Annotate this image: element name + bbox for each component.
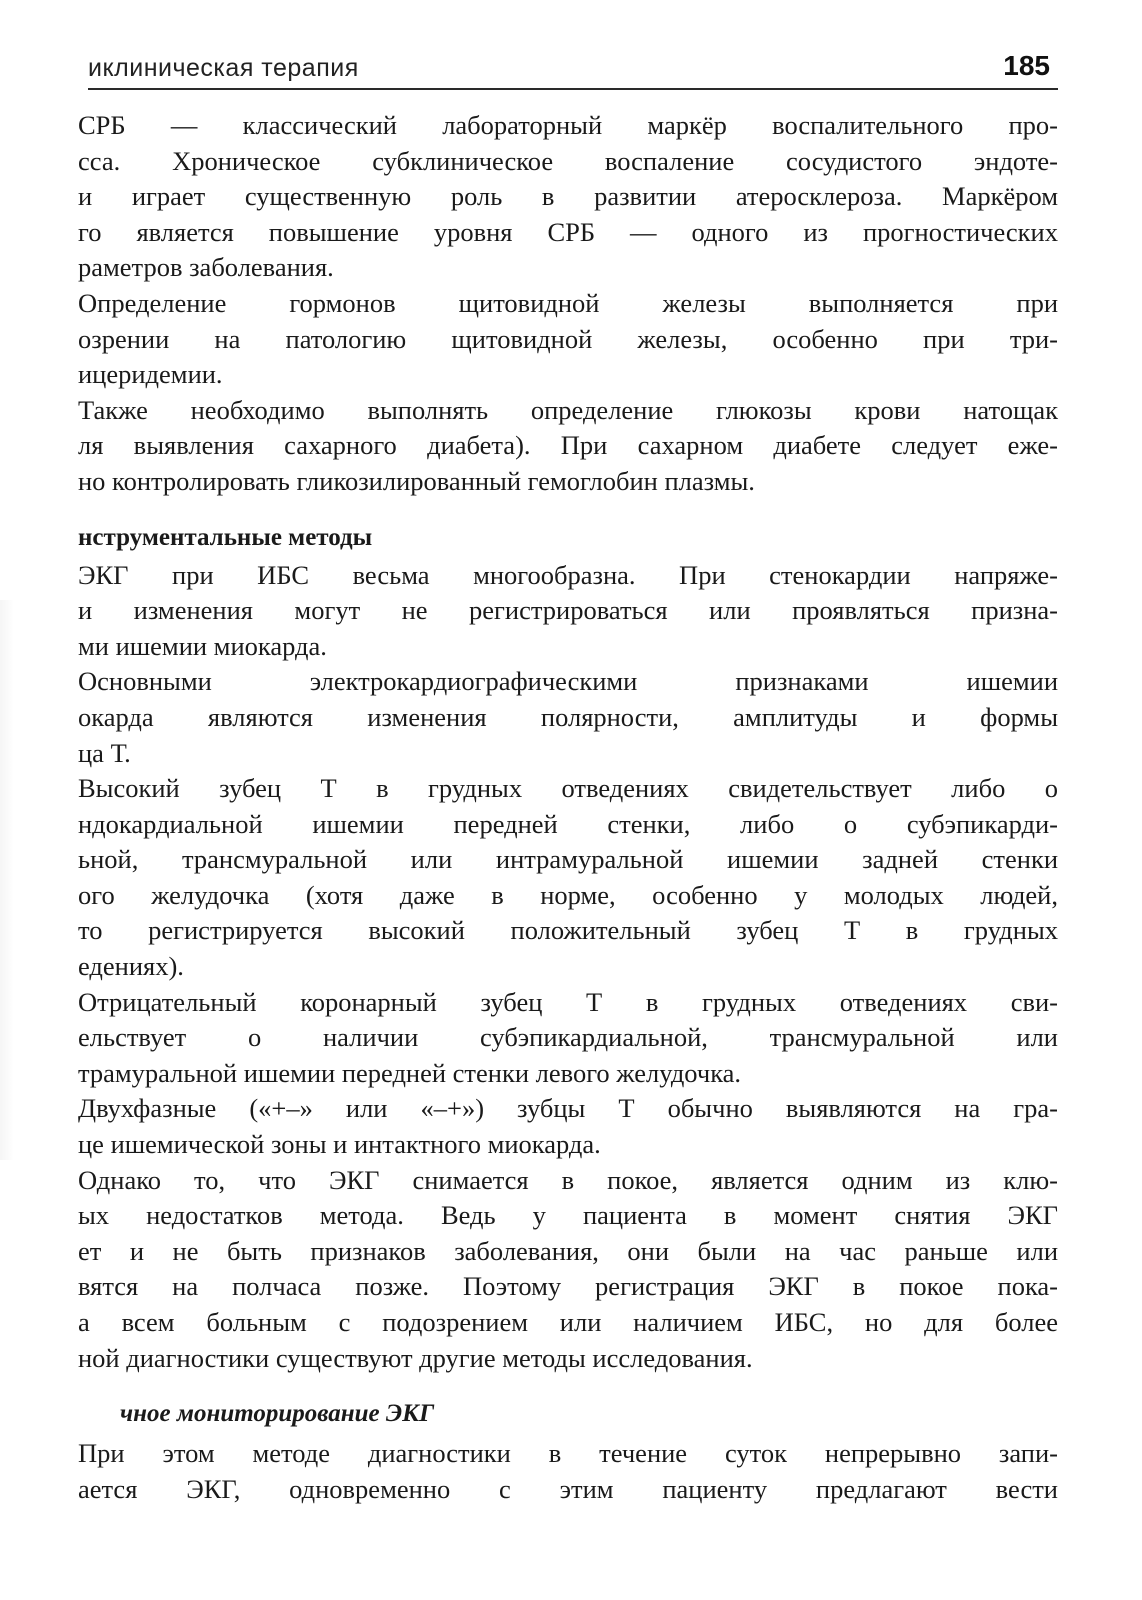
text-line: сса. Хроническое субклиническое воспаление сосудистого эндоте- <box>78 145 1058 176</box>
running-header <box>88 48 1058 90</box>
text-line: Определение гормонов щитовидной железы выполняется при <box>78 287 1058 318</box>
page-edge-shadow <box>0 600 14 1160</box>
section-heading: нструментальные методы <box>78 523 373 551</box>
paragraph <box>78 108 1058 286</box>
text-line: то регистрируется высокий положительный зубец Т в грудных <box>78 915 1058 946</box>
text-line: ля выявления сахарного диабета). При сахарном диабете следует еже- <box>78 430 1058 461</box>
text-line: Однако то, что ЭКГ снимается в покое, является одним из клю- <box>78 1164 1058 1195</box>
text-line: Отрицательный коронарный зубец Т в грудных отведениях сви- <box>78 986 1058 1017</box>
text-line: ной диагностики существуют другие методы исследования. <box>78 1342 753 1373</box>
text-line: При этом методе диагностики в течение суток непрерывно запи- <box>78 1438 1058 1469</box>
text-line: ЭКГ при ИБС весьма многообразна. При стенокардии напряже- <box>78 559 1058 590</box>
text-line: го является повышение уровня СРБ — одного из прогностических <box>78 216 1058 247</box>
text-line: Также необходимо выполнять определение глюкозы крови натощак <box>78 394 1058 425</box>
text-line: Двухфазные («+–» или «–+») зубцы Т обычно выявляются на гра- <box>78 1093 1058 1124</box>
text-line: окарда являются изменения полярности, амплитуды и формы <box>78 701 1058 732</box>
paragraph <box>78 393 1058 500</box>
text-line: вятся на полчаса позже. Поэтому регистрация ЭКГ в покое пока- <box>78 1271 1058 1302</box>
paragraph-group-lab <box>78 108 1058 500</box>
text-line: ьной, трансмуральной или интрамуральной ишемии задней стенки <box>78 844 1058 875</box>
text-line: озрении на патологию щитовидной железы, особенно при три- <box>78 323 1058 354</box>
paragraph-group-monitoring <box>78 1436 1058 1507</box>
page-number: 185 <box>1003 50 1050 81</box>
text-line: и играет существенную роль в развитии атеросклероза. Маркёром <box>78 181 1058 212</box>
text-line: ого желудочка (хотя даже в норме, особенно у молодых людей, <box>78 879 1058 910</box>
text-line: ых недостатков метода. Ведь у пациента в момент снятия ЭКГ <box>78 1200 1058 1231</box>
paragraph-group-instrumental <box>78 558 1058 1377</box>
text-line: раметров заболевания. <box>78 252 334 283</box>
text-line: ицеридемии. <box>78 359 223 390</box>
text-line: Основными электрокардиографическими признаками ишемии <box>78 666 1058 697</box>
text-line: ается ЭКГ, одновременно с этим пациенту предлагают вести <box>78 1473 1058 1504</box>
text-line: трамуральной ишемии передней стенки левого желудочка. <box>78 1057 742 1088</box>
text-line: ельствует о наличии субэпикардиальной, трансмуральной или <box>78 1022 1058 1053</box>
text-line: ндокардиальной ишемии передней стенки, либо о субэпикарди- <box>78 808 1058 839</box>
paragraph <box>78 1436 1058 1507</box>
paragraph <box>78 771 1058 985</box>
paragraph <box>78 1163 1058 1377</box>
text-line: ет и не быть признаков заболевания, они были на час раньше или <box>78 1235 1058 1266</box>
text-line: а всем больным с подозрением или наличием ИБС, но для более <box>78 1307 1058 1337</box>
text-line: едениях). <box>78 951 184 982</box>
paragraph <box>78 1091 1058 1162</box>
text-line: Высокий зубец Т в грудных отведениях свидетельствует либо о <box>78 773 1058 804</box>
text-line: но контролировать гликозилированный гемоглобин плазмы. <box>78 465 755 496</box>
paragraph <box>78 286 1058 393</box>
running-title: иклиническая терапия <box>88 54 359 82</box>
paragraph <box>78 985 1058 1092</box>
paragraph <box>78 558 1058 665</box>
text-line: ца Т. <box>78 737 131 768</box>
text-line: СРБ — классический лабораторный маркёр воспалительного про- <box>78 110 1058 140</box>
text-line: и изменения могут не регистрироваться или проявляться призна- <box>78 595 1058 626</box>
page-body <box>78 108 1058 1507</box>
subsection-heading: чное мониторирование ЭКГ <box>120 1400 435 1428</box>
paragraph <box>78 664 1058 771</box>
text-line: ми ишемии миокарда. <box>78 630 327 661</box>
text-line: це ишемической зоны и интактного миокарда. <box>78 1129 601 1160</box>
